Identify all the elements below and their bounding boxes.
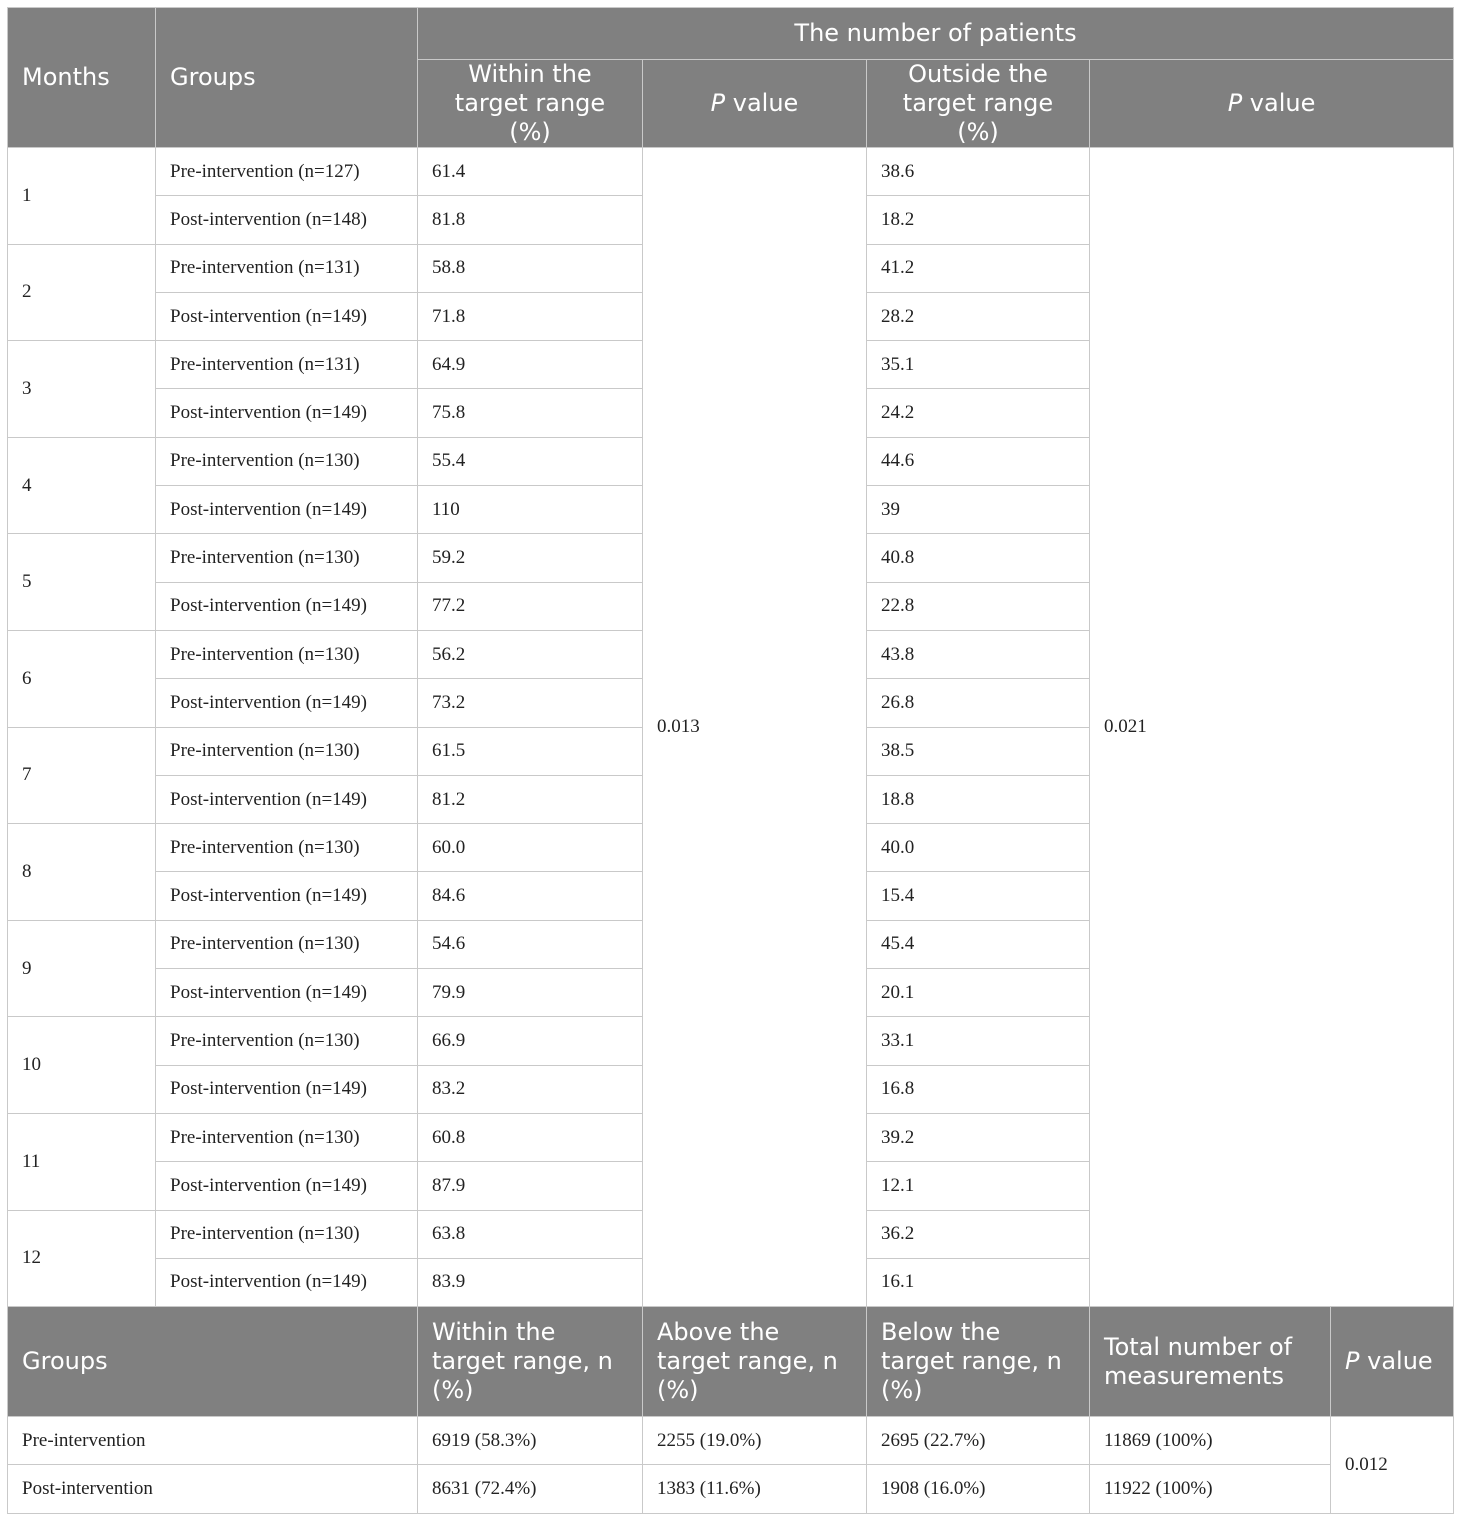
group-cell: Pre-intervention (n=130) [156, 920, 418, 968]
within-cell: 63.8 [418, 1210, 643, 1258]
outside-cell: 36.2 [867, 1210, 1090, 1258]
group-cell: Post-intervention (n=149) [156, 486, 418, 534]
summary-above-header: Above the target range, n (%) [643, 1307, 867, 1417]
summary-groups-header: Groups [8, 1307, 418, 1417]
outside-cell: 12.1 [867, 1162, 1090, 1210]
outside-cell: 35.1 [867, 341, 1090, 389]
outside-cell: 18.8 [867, 775, 1090, 823]
summary-p-value-header [1331, 1307, 1454, 1417]
outside-cell: 43.8 [867, 630, 1090, 678]
summary-within-cell: 8631 (72.4%) [418, 1465, 643, 1513]
outside-cell: 16.8 [867, 1065, 1090, 1113]
within-cell: 73.2 [418, 679, 643, 727]
group-cell: Pre-intervention (n=130) [156, 1017, 418, 1065]
summary-below-cell: 2695 (22.7%) [867, 1417, 1090, 1465]
within-cell: 87.9 [418, 1162, 643, 1210]
outside-cell: 24.2 [867, 389, 1090, 437]
summary-p-value-cell: 0.012 [1331, 1417, 1454, 1514]
summary-row [8, 1465, 1454, 1513]
results-table [7, 7, 1454, 1514]
summary-total-cell: 11922 (100%) [1090, 1465, 1331, 1513]
summary-below-header: Below the target range, n (%) [867, 1307, 1090, 1417]
summary-total-header: Total number of measurements [1090, 1307, 1331, 1417]
within-cell: 58.8 [418, 244, 643, 292]
group-cell: Post-intervention (n=149) [156, 969, 418, 1017]
p-value-text: value [725, 89, 799, 117]
summary-above-cell: 2255 (19.0%) [643, 1417, 867, 1465]
outside-cell: 44.6 [867, 437, 1090, 485]
number-of-patients-header: The number of patients [418, 8, 1454, 60]
outside-cell: 39.2 [867, 1113, 1090, 1161]
p-italic: P [1345, 1347, 1360, 1376]
group-cell: Pre-intervention (n=131) [156, 341, 418, 389]
within-cell: 71.8 [418, 292, 643, 340]
within-cell: 56.2 [418, 630, 643, 678]
within-cell: 55.4 [418, 437, 643, 485]
outside-cell: 39 [867, 486, 1090, 534]
group-cell: Pre-intervention (n=130) [156, 1210, 418, 1258]
within-cell: 60.0 [418, 824, 643, 872]
outside-cell: 18.2 [867, 196, 1090, 244]
summary-row [8, 1417, 1454, 1465]
within-cell: 60.8 [418, 1113, 643, 1161]
outside-cell: 38.5 [867, 727, 1090, 775]
within-cell: 61.5 [418, 727, 643, 775]
month-cell: 10 [8, 1017, 156, 1114]
p-italic: P [710, 89, 726, 117]
month-cell: 1 [8, 148, 156, 245]
group-cell: Post-intervention (n=149) [156, 872, 418, 920]
p-value-outside-cell: 0.021 [1090, 148, 1454, 1307]
table-row [8, 148, 1454, 196]
group-cell: Pre-intervention (n=130) [156, 1113, 418, 1161]
within-cell: 84.6 [418, 872, 643, 920]
groups-header: Groups [156, 8, 418, 148]
month-cell: 2 [8, 244, 156, 341]
group-cell: Pre-intervention (n=130) [156, 630, 418, 678]
group-cell: Pre-intervention (n=130) [156, 824, 418, 872]
outside-cell: 28.2 [867, 292, 1090, 340]
outside-cell: 20.1 [867, 969, 1090, 1017]
within-cell: 66.9 [418, 1017, 643, 1065]
within-cell: 83.2 [418, 1065, 643, 1113]
month-cell: 5 [8, 534, 156, 631]
month-cell: 11 [8, 1113, 156, 1210]
summary-total-cell: 11869 (100%) [1090, 1417, 1331, 1465]
within-cell: 54.6 [418, 920, 643, 968]
group-cell: Pre-intervention (n=127) [156, 148, 418, 196]
p-value-outside-header [1090, 60, 1454, 148]
month-cell: 8 [8, 824, 156, 921]
summary-header-row [8, 1307, 1454, 1417]
within-cell: 79.9 [418, 969, 643, 1017]
within-cell: 75.8 [418, 389, 643, 437]
within-range-header: Within the target range (%) [418, 60, 643, 148]
group-cell: Post-intervention (n=149) [156, 1258, 418, 1306]
group-cell: Pre-intervention (n=130) [156, 534, 418, 582]
within-cell: 64.9 [418, 341, 643, 389]
months-header: Months [8, 8, 156, 148]
summary-below-cell: 1908 (16.0%) [867, 1465, 1090, 1513]
within-cell: 59.2 [418, 534, 643, 582]
outside-cell: 22.8 [867, 582, 1090, 630]
outside-cell: 33.1 [867, 1017, 1090, 1065]
p-value-text: value [1242, 89, 1316, 117]
outside-cell: 26.8 [867, 679, 1090, 727]
outside-cell: 38.6 [867, 148, 1090, 196]
summary-group-cell: Pre-intervention [8, 1417, 418, 1465]
group-cell: Post-intervention (n=149) [156, 1162, 418, 1210]
outside-cell: 40.8 [867, 534, 1090, 582]
outside-cell: 45.4 [867, 920, 1090, 968]
group-cell: Pre-intervention (n=131) [156, 244, 418, 292]
p-value-within-header [643, 60, 867, 148]
month-cell: 4 [8, 437, 156, 534]
group-cell: Post-intervention (n=148) [156, 196, 418, 244]
outside-range-header: Outside the target range (%) [867, 60, 1090, 148]
group-cell: Pre-intervention (n=130) [156, 437, 418, 485]
month-cell: 7 [8, 727, 156, 824]
group-cell: Post-intervention (n=149) [156, 582, 418, 630]
outside-cell: 15.4 [867, 872, 1090, 920]
p-value-text: value [1359, 1347, 1433, 1376]
month-cell: 6 [8, 630, 156, 727]
month-cell: 3 [8, 341, 156, 438]
summary-group-cell: Post-intervention [8, 1465, 418, 1513]
month-cell: 9 [8, 920, 156, 1017]
within-cell: 81.2 [418, 775, 643, 823]
within-cell: 77.2 [418, 582, 643, 630]
group-cell: Post-intervention (n=149) [156, 389, 418, 437]
within-cell: 81.8 [418, 196, 643, 244]
group-cell: Post-intervention (n=149) [156, 775, 418, 823]
summary-within-header: Within the target range, n (%) [418, 1307, 643, 1417]
within-cell: 110 [418, 486, 643, 534]
group-cell: Post-intervention (n=149) [156, 679, 418, 727]
outside-cell: 41.2 [867, 244, 1090, 292]
outside-cell: 16.1 [867, 1258, 1090, 1306]
p-italic: P [1227, 89, 1243, 117]
group-cell: Post-intervention (n=149) [156, 1065, 418, 1113]
month-cell: 12 [8, 1210, 156, 1307]
within-cell: 83.9 [418, 1258, 643, 1306]
group-cell: Post-intervention (n=149) [156, 292, 418, 340]
group-cell: Pre-intervention (n=130) [156, 727, 418, 775]
summary-above-cell: 1383 (11.6%) [643, 1465, 867, 1513]
summary-within-cell: 6919 (58.3%) [418, 1417, 643, 1465]
outside-cell: 40.0 [867, 824, 1090, 872]
within-cell: 61.4 [418, 148, 643, 196]
p-value-within-cell: 0.013 [643, 148, 867, 1307]
